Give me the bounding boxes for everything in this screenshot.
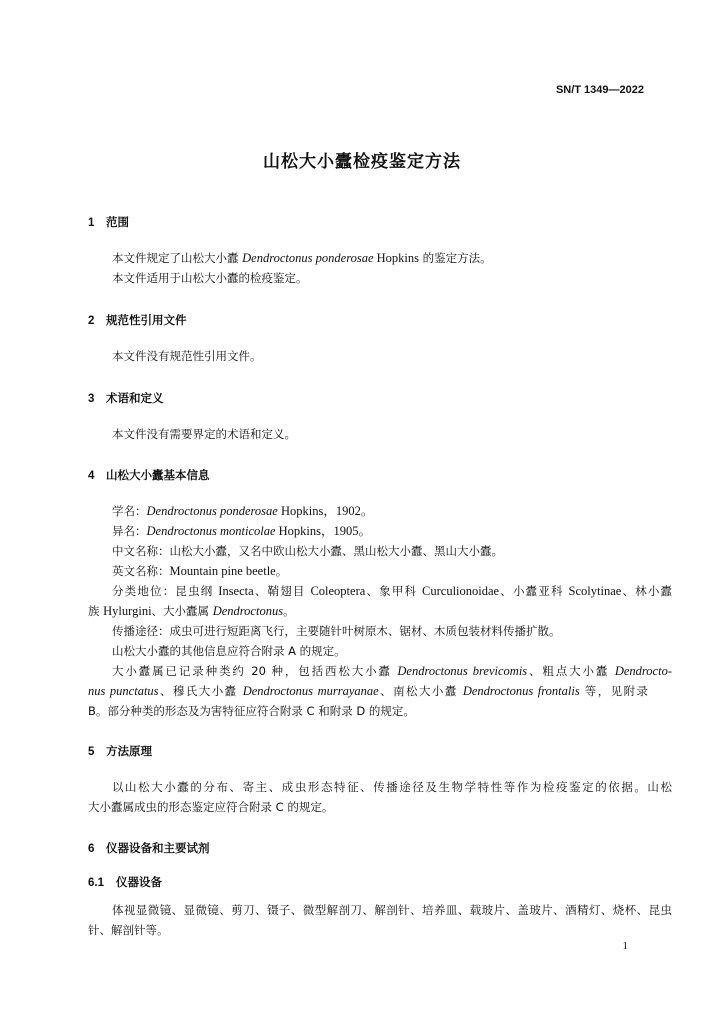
standard-code: SN/T 1349—2022: [555, 84, 644, 96]
section-5-heading: [88, 743, 152, 759]
subsection-number: 6.1: [88, 877, 104, 889]
scientific-name: Dendroctonus murrayanae: [242, 684, 379, 698]
section-number: 2: [88, 315, 95, 327]
english-name-line: [88, 563, 672, 579]
section-4-heading: [88, 467, 210, 483]
label: 英文名称：: [112, 564, 170, 578]
text: 大小蠹属已记录种类约 20 种，包括西松大小蠹: [112, 664, 398, 678]
taxonomy-line-1: [88, 583, 672, 599]
document-title: 山松大小蠹检疫鉴定方法: [263, 152, 461, 172]
equipment-line-1: 体视显微镜、显微镜、剪刀、镊子、微型解剖刀、解剖针、培养皿、载玻片、盖玻片、酒精灯、烧杯、昆虫: [112, 903, 672, 917]
text: 、穆氏大小蠹: [158, 684, 243, 698]
text: 分类地位：昆虫纲: [112, 584, 219, 598]
text: 。: [275, 564, 288, 578]
paragraph: 本文件没有需要界定的术语和定义。: [112, 427, 296, 441]
scientific-name: nus punctatus: [88, 684, 159, 698]
genus-info-line-3: B。部分种类的形态及为害特征应符合附录 C 和附录 D 的规定。: [88, 704, 415, 718]
text: 、粗点大小蠹: [527, 664, 615, 678]
genus-info-line-1: [88, 663, 672, 679]
other-info-line: 山松大小蠹的其他信息应符合附录 A 的规定。: [112, 644, 346, 658]
text: 、象甲科: [365, 584, 423, 598]
text: 等，见附录: [579, 684, 649, 698]
paragraph: 本文件没有规范性引用文件。: [112, 349, 262, 363]
section-title: 术语和定义: [106, 391, 164, 405]
label: 异名：: [112, 524, 147, 538]
section-number: 3: [88, 393, 95, 405]
section-2-heading: [88, 312, 187, 328]
scientific-name: Dendroctonus brevicomis: [397, 664, 528, 678]
text: 本文件规定了山松大小蠹: [112, 251, 243, 265]
text: 、林小蠹: [621, 584, 673, 598]
text: 族: [88, 604, 104, 618]
scientific-name: Dendrocto-: [614, 664, 672, 678]
text: 、小蠹亚科: [499, 584, 569, 598]
taxon: Hylurgini: [103, 604, 152, 618]
page-number: 1: [622, 940, 628, 952]
section-3-heading: [88, 390, 164, 406]
scientific-name-line: [88, 503, 672, 519]
section-title: 规范性引用文件: [106, 313, 187, 327]
label: 学名：: [112, 504, 147, 518]
author: Hopkins: [373, 251, 420, 265]
text: 、大小蠹属: [151, 604, 213, 618]
genus-name: Dendroctonus: [212, 604, 284, 618]
taxon: Insecta: [218, 584, 254, 598]
subsection-6-1-heading: [88, 874, 162, 890]
author: Hopkins，1905。: [275, 524, 372, 538]
chinese-name-line: 中文名称：山松大小蠹，又名中欧山松大小蠹、黑山松大小蠹、黑山大小蠹。: [112, 544, 503, 558]
scientific-name: Dendroctonus monticolae: [146, 524, 276, 538]
english-name: Mountain pine beetle: [169, 564, 276, 578]
text: 的鉴定方法。: [419, 251, 492, 265]
equipment-line-2: 针、解剖针等。: [88, 923, 169, 937]
scientific-name: Dendroctonus frontalis: [462, 684, 580, 698]
principle-line-1: 以山松大小蠹的分布、寄主、成虫形态特征、传播途径及生物学特性等作为检疫鉴定的依据。山松: [112, 780, 672, 794]
section-number: 4: [88, 470, 95, 482]
taxon: Coleoptera: [310, 584, 366, 598]
spread-line: 传播途径：成虫可进行短距离飞行，主要随针叶树原木、锯材、木质包装材料传播扩散。: [112, 624, 561, 638]
section-number: 5: [88, 746, 95, 758]
genus-info-line-2: [88, 683, 648, 699]
taxonomy-line-2: [88, 603, 648, 619]
section-6-heading: [88, 840, 210, 856]
text: 、南松大小蠹: [378, 684, 463, 698]
author: Hopkins，1902。: [277, 504, 374, 518]
section-title: 范围: [106, 215, 129, 229]
paragraph: [88, 250, 672, 266]
subsection-title: 仪器设备: [116, 875, 162, 889]
section-number: 1: [88, 217, 95, 229]
text: 、鞘翅目: [253, 584, 311, 598]
synonym-line: [88, 523, 672, 539]
scientific-name: Dendroctonus ponderosae: [242, 251, 374, 265]
section-title: 仪器设备和主要试剂: [106, 841, 210, 855]
section-title: 方法原理: [106, 744, 152, 758]
principle-line-2: 大小蠹属成虫的形态鉴定应符合附录 C 的规定。: [88, 800, 334, 814]
paragraph: 本文件适用于山松大小蠹的检疫鉴定。: [112, 271, 308, 285]
scientific-name: Dendroctonus ponderosae: [146, 504, 278, 518]
section-title: 山松大小蠹基本信息: [106, 468, 210, 482]
taxon: Scolytinae: [568, 584, 622, 598]
text: 。: [283, 604, 295, 618]
taxon: Curculionoidae: [422, 584, 500, 598]
section-number: 6: [88, 843, 95, 855]
section-1-heading: [88, 214, 129, 230]
